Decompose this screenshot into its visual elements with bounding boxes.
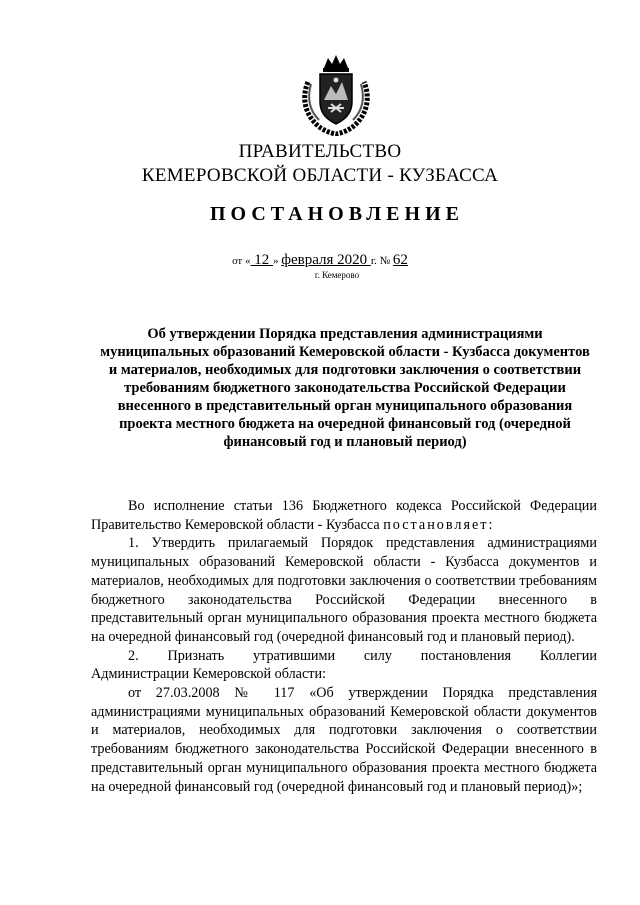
date-day: 12	[250, 252, 273, 268]
paragraph-item-1: 1. Утвердить прилагаемый Порядок представления администрациями муниципальных образований Кемеровской области - Кузбасса документов и материалов, необходимых для подготовки заключения о соответствии требованиям бюджетного законодательства Российской Федерации внесенного в представительный орган муниципального образования проекта местного бюджета на очередной финансовый год (очередной финансовый год и плановый период).	[91, 535, 597, 645]
paragraph-repealed-act: от 27.03.2008 № 117 «Об утверждении Порядка представления администрациями муниципальных образований Кемеровской области документов и материалов, необходимых для подготовки заключения о соответствии требованиям бюджетного законодательства Российской Федерации внесенного в представительный орган муниципального образования проекта местного бюджета на очередной финансовый год (очередной финансовый год и плановый период)»;	[91, 685, 597, 795]
document-date-number	[0, 252, 640, 269]
preamble-text: Во исполнение статьи 136 Бюджетного кодекса Российской Федерации Правительство Кемеровской области - Кузбасса	[91, 498, 597, 533]
date-prefix: от «	[232, 255, 251, 267]
paragraph-preamble	[91, 497, 597, 534]
document-type: ПОСТАНОВЛЕНИЕ	[210, 203, 464, 225]
document-body	[91, 497, 597, 796]
paragraph-item-2-line2: Администрации Кемеровской области:	[91, 666, 326, 683]
date-month-year: февраля 2020	[281, 252, 371, 268]
date-suffix: г. №	[370, 255, 393, 267]
government-name-line2: КЕМЕРОВСКОЙ ОБЛАСТИ - КУЗБАССА	[141, 165, 499, 186]
date-separator: »	[273, 255, 282, 267]
coat-of-arms-icon	[298, 52, 374, 136]
document-city: г. Кемерово	[314, 270, 360, 280]
paragraph-item-2-line1: 2. Признать утратившими силу постановления Коллегии	[128, 647, 597, 664]
document-title: Об утверждении Порядка представления администрациями муниципальных образований Кемеровской области - Кузбасса документов и материалов, необходимых для подготовки заключения о соответствии требованиям бюджетного законодательства Российской Федерации внесенного в представительный орган муниципального образования проекта местного бюджета на очередной финансовый год (очередной финансовый год и плановый период)	[100, 326, 590, 450]
government-name-line1: ПРАВИТЕЛЬСТВО	[238, 141, 402, 162]
document-number: 62	[392, 252, 408, 268]
resolves-word: постановляет:	[383, 516, 495, 533]
